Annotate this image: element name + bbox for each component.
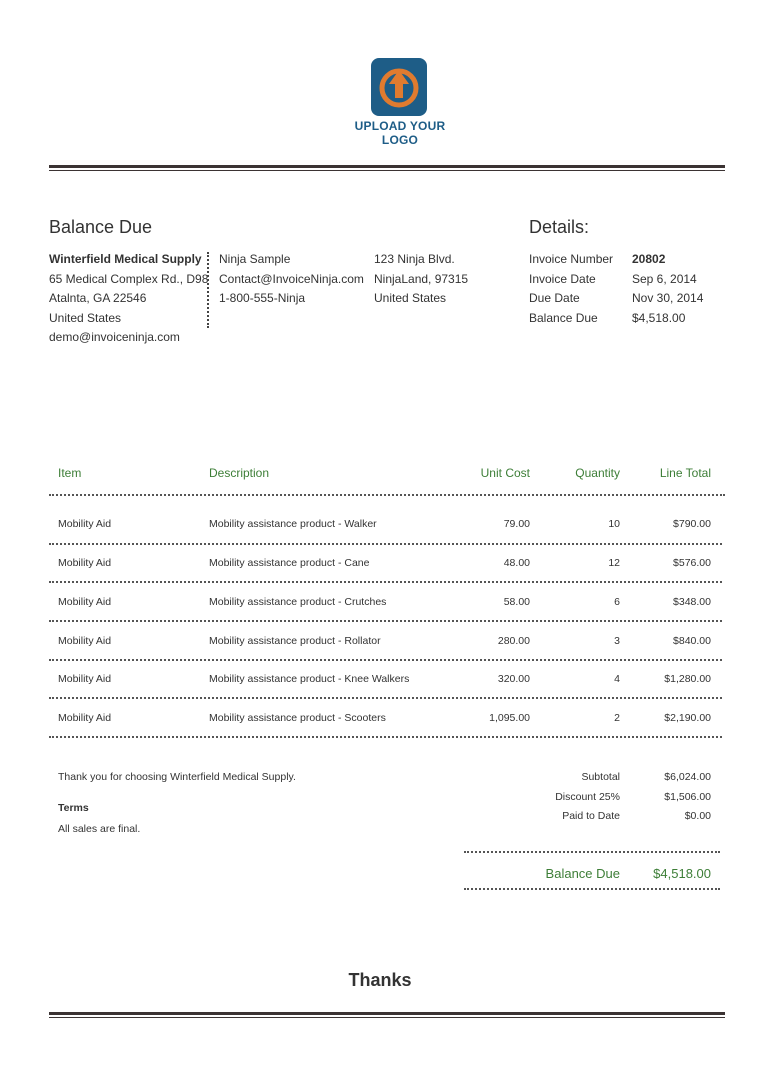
client-email: demo@invoiceninja.com bbox=[49, 330, 180, 344]
upload-arrow-icon bbox=[371, 58, 427, 116]
paid-to-date-label: Paid to Date bbox=[562, 810, 620, 822]
discount-value: $1,506.00 bbox=[664, 791, 711, 803]
row-unit-cost: 48.00 bbox=[503, 557, 530, 569]
bottom-divider bbox=[49, 1012, 725, 1018]
row-item: Mobility Aid bbox=[58, 673, 112, 685]
company-address-line3: United States bbox=[374, 291, 447, 305]
logo bbox=[335, 58, 465, 147]
row-quantity: 12 bbox=[608, 557, 620, 569]
company-contact-name: Ninja Sample bbox=[219, 252, 291, 266]
row-line-total: $348.00 bbox=[673, 596, 711, 608]
row-divider bbox=[49, 736, 722, 738]
details-values bbox=[632, 250, 703, 328]
client-country: United States bbox=[49, 310, 122, 325]
row-unit-cost: 1,095.00 bbox=[489, 712, 530, 724]
row-description: Mobility assistance product - Crutches bbox=[209, 596, 387, 608]
row-line-total: $1,280.00 bbox=[664, 673, 711, 685]
details-labels bbox=[529, 250, 613, 328]
logo-tile bbox=[371, 58, 427, 116]
row-line-total: $840.00 bbox=[673, 635, 711, 647]
row-item: Mobility Aid bbox=[58, 557, 112, 569]
subtotal-label: Subtotal bbox=[581, 771, 620, 783]
row-divider bbox=[49, 659, 722, 661]
detail-label: Balance Due bbox=[529, 310, 598, 325]
row-description: Mobility assistance product - Walker bbox=[209, 518, 377, 530]
row-quantity: 4 bbox=[614, 673, 620, 685]
row-divider bbox=[49, 697, 722, 699]
row-description: Mobility assistance product - Rollator bbox=[209, 635, 381, 647]
balance-due-value: $4,518.00 bbox=[653, 866, 711, 881]
row-line-total: $790.00 bbox=[673, 518, 711, 530]
balance-top-divider bbox=[464, 851, 720, 853]
detail-balance-due: $4,518.00 bbox=[632, 310, 686, 325]
balance-due-heading: Balance Due bbox=[49, 217, 153, 237]
company-contact-phone: 1-800-555-Ninja bbox=[219, 291, 306, 305]
client-block bbox=[49, 250, 208, 348]
th-unit-cost: Unit Cost bbox=[480, 466, 530, 480]
company-address-line1: 123 Ninja Blvd. bbox=[374, 252, 455, 266]
row-divider bbox=[49, 543, 722, 545]
vertical-divider bbox=[207, 252, 209, 328]
row-item: Mobility Aid bbox=[58, 635, 112, 647]
row-quantity: 3 bbox=[614, 635, 620, 647]
client-address1: 65 Medical Complex Rd., D98 bbox=[49, 271, 209, 286]
row-unit-cost: 58.00 bbox=[503, 596, 530, 608]
detail-label: Invoice Date bbox=[529, 271, 596, 286]
terms-text: All sales are final. bbox=[58, 823, 141, 835]
row-description: Mobility assistance product - Scooters bbox=[209, 712, 386, 724]
company-contact bbox=[219, 250, 364, 309]
thank-you-note: Thank you for choosing Winterfield Medical Supply. bbox=[58, 771, 296, 783]
invoice-number: 20802 bbox=[632, 252, 666, 266]
row-quantity: 6 bbox=[614, 596, 620, 608]
client-address2: Atalnta, GA 22546 bbox=[49, 291, 147, 305]
row-item: Mobility Aid bbox=[58, 596, 112, 608]
details-heading: Details: bbox=[529, 217, 590, 237]
row-unit-cost: 79.00 bbox=[503, 518, 530, 530]
due-date: Nov 30, 2014 bbox=[632, 291, 704, 305]
row-quantity: 10 bbox=[608, 518, 620, 530]
row-description: Mobility assistance product - Cane bbox=[209, 557, 370, 569]
row-description: Mobility assistance product - Knee Walkers bbox=[209, 673, 410, 685]
row-item: Mobility Aid bbox=[58, 518, 112, 530]
company-contact-email: Contact@InvoiceNinja.com bbox=[219, 271, 364, 286]
row-divider bbox=[49, 581, 722, 583]
th-item: Item bbox=[58, 466, 82, 480]
row-line-total: $576.00 bbox=[673, 557, 711, 569]
detail-label: Invoice Number bbox=[529, 252, 614, 266]
thanks-footer: Thanks bbox=[348, 970, 412, 990]
logo-text: UPLOAD YOUR LOGO bbox=[354, 119, 446, 147]
row-unit-cost: 320.00 bbox=[497, 673, 530, 685]
client-name: Winterfield Medical Supply bbox=[49, 252, 202, 266]
company-address bbox=[374, 250, 468, 309]
company-address-line2: NinjaLand, 97315 bbox=[374, 271, 469, 286]
row-item: Mobility Aid bbox=[58, 712, 112, 724]
balance-bottom-divider bbox=[464, 888, 720, 890]
detail-label: Due Date bbox=[529, 291, 580, 305]
th-quantity: Quantity bbox=[575, 466, 620, 480]
th-description: Description bbox=[209, 466, 270, 480]
invoice-date: Sep 6, 2014 bbox=[632, 271, 697, 286]
paid-to-date-value: $0.00 bbox=[684, 810, 711, 822]
terms-label: Terms bbox=[58, 802, 89, 814]
row-line-total: $2,190.00 bbox=[664, 712, 711, 724]
row-quantity: 2 bbox=[614, 712, 620, 724]
th-line-total: Line Total bbox=[659, 466, 711, 480]
row-divider bbox=[49, 620, 722, 622]
top-divider bbox=[49, 165, 725, 171]
row-unit-cost: 280.00 bbox=[497, 635, 530, 647]
balance-due-label: Balance Due bbox=[545, 866, 620, 881]
subtotal-value: $6,024.00 bbox=[664, 771, 711, 783]
header-divider bbox=[49, 494, 725, 496]
discount-label: Discount 25% bbox=[555, 791, 620, 803]
